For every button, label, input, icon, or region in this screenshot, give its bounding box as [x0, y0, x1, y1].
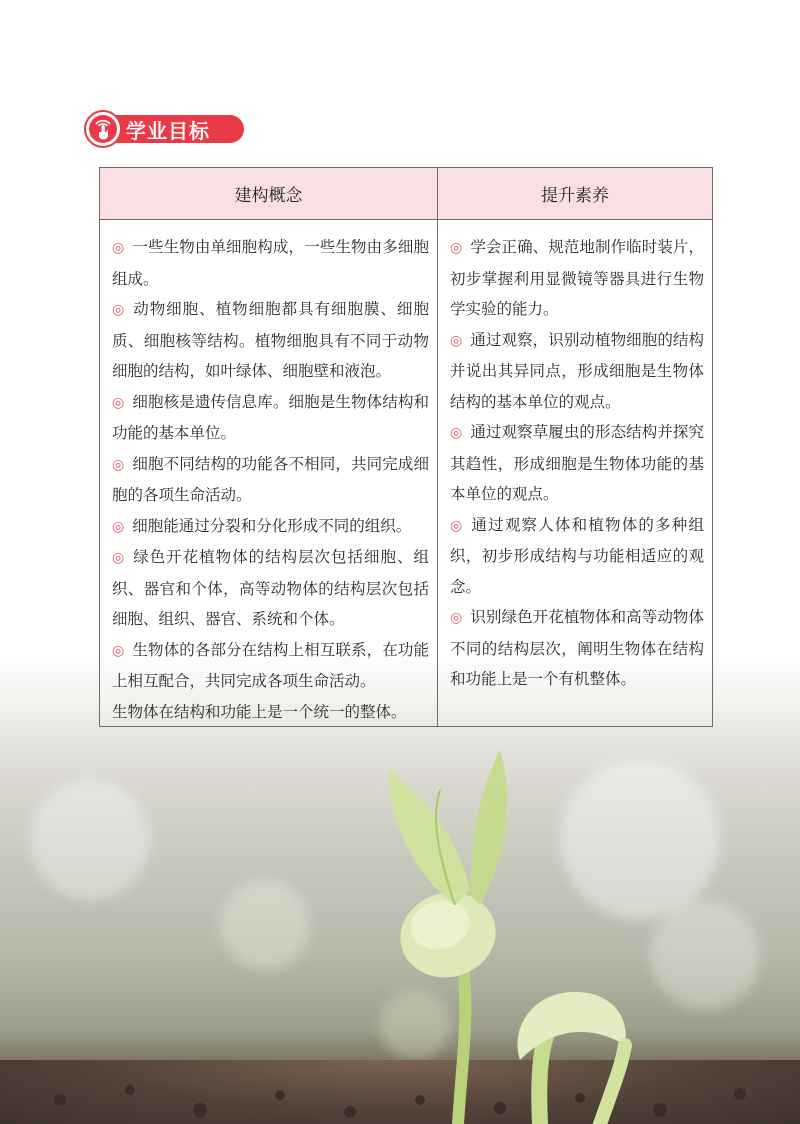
bullet-icon: ◎ [112, 456, 125, 473]
bullet-icon: ◎ [112, 394, 125, 411]
bullet-icon: ◎ [450, 610, 463, 626]
bullet-icon: ◎ [450, 517, 464, 534]
list-item: ◎ 通过观察草履虫的形态结构并探究其趋性，形成细胞是生物体功能的基本单位的观点。 [450, 423, 704, 503]
list-item: ◎ 细胞能通过分裂和分化形成不同的组织。 [112, 516, 412, 535]
bullet-icon: ◎ [450, 332, 463, 349]
list-item: ◎ 动物细胞、植物细胞都具有细胞膜、细胞质、细胞核等结构。植物细胞具有不同于动物细胞的结构，如叶绿体、细胞壁和液泡。 [112, 300, 429, 380]
column-header-concepts: 建构概念 [100, 168, 438, 220]
list-item: ◎ 通过观察，识别动植物细胞的结构并说出其异同点，形成细胞是生物体结构的基本单位的观点。 [450, 330, 704, 411]
list-item-tail: 生物体在结构和功能上是一个统一的整体。 [112, 702, 407, 721]
bullet-icon: ◎ [112, 518, 125, 535]
bullet-icon: ◎ [450, 240, 463, 256]
heading-title: 学业目标 [126, 118, 210, 143]
section-heading [84, 110, 210, 148]
list-item: ◎ 一些生物由单细胞构成，一些生物由多细胞组成。 [112, 238, 429, 288]
bullet-icon: ◎ [112, 302, 126, 318]
column-header-literacy: 提升素养 [438, 168, 712, 220]
list-item: ◎ 绿色开花植物体的结构层次包括细胞、组织、器官和个体，高等动物体的结构层次包括细胞、组织、器官、系统和个体。 [112, 548, 429, 628]
list-item: ◎ 细胞不同结构的功能各不相同，共同完成细胞的各项生命活动。 [112, 454, 429, 504]
list-item: ◎ 学会正确、规范地制作临时装片，初步掌握利用显微镜等器具进行生物学实验的能力。 [450, 238, 704, 318]
concepts-cell [100, 220, 438, 727]
bullet-icon: ◎ [112, 240, 125, 256]
literacy-cell [438, 220, 712, 727]
bullet-icon: ◎ [112, 642, 125, 659]
bullet-icon: ◎ [450, 425, 463, 441]
list-item: ◎ 生物体的各部分在结构上相互联系，在功能上相互配合，共同完成各项生命活动。 [112, 640, 429, 690]
touch-hand-icon [84, 110, 122, 148]
bullet-icon: ◎ [112, 550, 126, 566]
goals-table [99, 167, 713, 727]
list-item: ◎ 识别绿色开花植物体和高等动物体不同的结构层次，阐明生物体在结构和功能上是一个有机整体。 [450, 608, 704, 688]
list-item: ◎ 通过观察人体和植物体的多种组织，初步形成结构与功能相适应的观念。 [450, 515, 704, 596]
list-item: ◎ 细胞核是遗传信息库。细胞是生物体结构和功能的基本单位。 [112, 392, 429, 442]
